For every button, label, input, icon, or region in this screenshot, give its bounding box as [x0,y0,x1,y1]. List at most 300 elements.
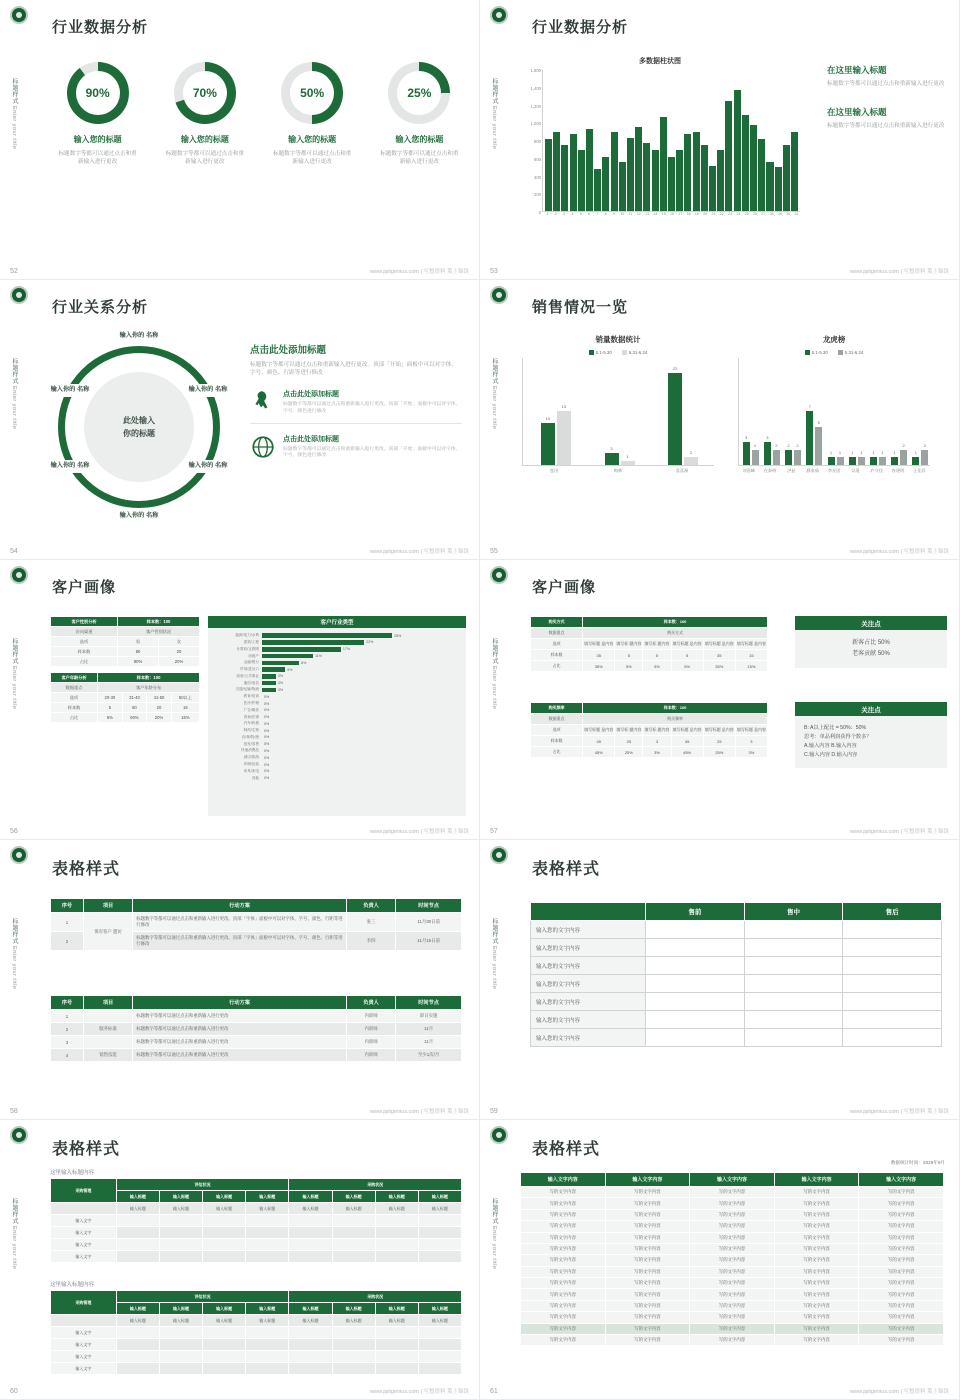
donut-cell [157,62,252,166]
cell [843,1011,942,1029]
cell: 35 [703,650,735,661]
cell [159,1339,202,1351]
bar-group [849,450,865,465]
donut-chart-25 [388,62,450,124]
slide-57[interactable] [480,560,960,840]
feature-heading: 点击此处添加标题 [283,435,339,443]
x-tick: 莲田 [549,468,559,473]
cell [83,1010,132,1023]
focus-box-2 [795,702,947,768]
cell: 输入文字 [51,1251,117,1263]
cell: 写的文字内容 [690,1255,775,1266]
cell: 输入标题 [246,1203,289,1215]
hbar-row [208,639,460,645]
hbar-value: 3% [277,674,284,679]
table-row [531,617,768,628]
cell: 输入标题 [116,1315,159,1327]
cell: 5 [615,650,643,661]
col-subheader: 输入标题 [418,1191,461,1203]
procurement-table-1[interactable] [50,1178,462,1263]
vertical-label: 标题样式 Enter your title [11,1198,17,1270]
cell: 5% [671,661,703,672]
center-line-1: 此处输入 [123,416,155,425]
hbar-label: 咨询/法律 [243,714,259,719]
bar-chart [520,56,800,236]
hbar-label: 教育/培训 [243,694,259,699]
slide-56[interactable] [0,560,480,840]
cell: 保有客户 邀访 [83,913,132,951]
logo-icon [10,286,28,304]
vertical-label: 标题样式 Enter your title [491,638,497,710]
cell: 写的文字内容 [859,1243,944,1254]
chart-plot [738,358,930,466]
cell: 输入您的文字内容 [531,1011,646,1029]
cell: 销售技能 [83,1049,132,1062]
logo-icon [10,6,28,24]
sales-chart-right [738,334,930,474]
cell [203,1239,246,1251]
cell: 写的文字内容 [690,1300,775,1311]
row-head-right: 购买方式 [583,628,768,639]
bar [849,450,856,465]
table-row [51,913,462,932]
page-number: 53 [490,268,498,275]
cell: 3% [735,747,767,758]
cell: 写的文字内容 [859,1334,944,1345]
cell: 输入标题 [203,1315,246,1327]
table-row [531,747,768,758]
bar [750,125,757,211]
table-row [531,725,768,736]
cell: 写的文字内容 [521,1266,606,1277]
page-title: 客户画像 [532,579,597,596]
table-row [521,1232,944,1243]
cell: 20% [147,713,172,723]
cell: 写的文字内容 [690,1243,775,1254]
bar [837,450,844,465]
bar [611,132,618,211]
bar-value: 1 [914,450,917,456]
sample-count: 样本数：100 [583,703,768,714]
col-header: 采购管理 [51,1291,117,1315]
cell: 填写标题 是内容 [735,725,767,736]
cell: 11月 [396,1036,462,1049]
table-row [521,1209,944,1220]
bar [815,419,822,465]
bar [262,654,313,659]
slide-53[interactable] [480,0,960,280]
relation-node[interactable]: 输入你的 名称 [115,510,163,523]
bar-value: 1 [838,450,842,456]
x-tick: 17 [678,212,683,216]
bar [262,688,276,693]
cell: 标题数字等都可以通过点击和重新输入进行更改 [133,1023,347,1036]
slide-55[interactable] [480,280,960,560]
donut-value: 70% [183,71,227,115]
cell [116,1227,159,1239]
page-title: 行业关系分析 [52,299,149,316]
hbar-row [208,728,460,734]
cell [116,1339,159,1351]
cell: 内训师 [346,1010,395,1023]
cell: 女 [159,637,200,647]
stage-table[interactable] [530,902,942,1047]
cell: 写的文字内容 [859,1312,944,1323]
col-header: 项目 [83,899,132,913]
cell: 5% [98,713,123,723]
hbar-label: 制药/生物 [243,728,259,733]
table-row [521,1221,944,1232]
page-title: 客户画像 [52,579,117,596]
cell: 写的文字内容 [690,1334,775,1345]
table-title: 客户性别分析 [51,617,118,627]
cell [246,1215,289,1227]
relation-node[interactable]: 输入你的 名称 [115,330,163,343]
cell: 写的文字内容 [774,1266,859,1277]
bar [693,132,700,211]
cell: 2 [51,932,84,951]
table-title: 购买方式 [531,617,583,628]
cell [246,1327,289,1339]
cell: 31-40 [122,693,147,703]
footer-note: www.pptgenius.com | 写想资料 策上锦饼 [370,1389,469,1395]
hbar-value: 28% [394,633,402,638]
table-row [531,1029,942,1047]
bar-value: 1 [860,450,863,456]
col-subheader: 输入标题 [159,1191,202,1203]
cell: 20 [147,703,172,713]
cell: 3 [643,736,671,747]
page-title: 行业数据分析 [52,19,149,36]
cell [375,1227,418,1239]
cell: 写的文字内容 [605,1198,690,1209]
cell: 填写标 题内容 [615,725,643,736]
legend-item: 5.1-5.30 [805,350,828,355]
cell: 15 [171,703,199,713]
relation-node[interactable]: 输入你的 名称 [46,460,94,473]
bar [578,150,585,211]
hbar-value: 17% [342,647,351,652]
bar [684,134,691,211]
cell: 标题数字等都可以通过点击和重新输入进行更改。顶部「字体」面板中可以对字体、字号、颜色、行距等进行修改 [133,932,347,951]
x-tick: 28 [769,212,774,216]
cell: 写的文字内容 [774,1278,859,1289]
cell: 11月30日前 [396,913,462,932]
focus-line: A.输入内容 B.输入内容 [804,743,857,749]
bar [921,442,928,465]
cell: 样本数 [531,650,583,661]
y-tick: 200 [534,192,541,198]
bar [557,403,571,465]
slide-58[interactable] [0,840,480,1120]
hbar-row [208,646,460,652]
x-tick: 14 [653,212,658,216]
cell [375,1339,418,1351]
cell [159,1327,202,1339]
cell [289,1227,332,1239]
age-table[interactable] [50,672,200,723]
x-tick: 12 [636,212,641,216]
cell [418,1215,461,1227]
cell: 11月 [396,1023,462,1036]
col-subheader: 输入标题 [289,1303,332,1315]
hbar-row [208,741,460,747]
gender-table[interactable] [50,616,200,667]
cell [289,1339,332,1351]
donut-desc: 标题数字等都可以通过点击和重新输入进行更改 [165,151,245,165]
cell: 11月15日前 [396,932,462,951]
legend-item: 5.31-6.24 [838,350,864,355]
row-head-left: 数据重点 [51,683,98,693]
action-table-1[interactable] [50,898,462,951]
slide-54[interactable] [0,280,480,560]
cell [246,1339,289,1351]
hbar-label: 贸易/进出口 [240,667,259,672]
cell: 填写标题 是内容 [735,639,767,650]
hbar-label: 批发/零售 [243,741,259,746]
donut-subtitle: 输入您的标题 [180,135,229,144]
slide-60[interactable] [0,1120,480,1400]
x-tick: 6 [588,212,591,216]
procurement-table[interactable] [50,1178,462,1263]
x-tick: 18 [686,212,691,216]
cell: 输入文字 [51,1363,117,1375]
y-tick: 1,200 [530,103,541,109]
col-subheader: 输入标题 [332,1303,375,1315]
cell: 输入您的文字内容 [531,957,646,975]
table-row [51,627,200,637]
cell: 写的文字内容 [859,1209,944,1220]
bar [621,453,635,465]
page-title: 行业数据分析 [532,19,629,36]
cell: 25 [703,736,735,747]
cell: 45 [583,736,615,747]
donut-subtitle: 输入您的标题 [73,135,122,144]
cell: 1 [51,1010,84,1023]
table-title: 客户年龄分析 [51,673,98,683]
relation-diagram [44,332,234,522]
cell: 输入您的文字内容 [531,975,646,993]
cell [246,1227,289,1239]
page-number: 58 [10,1108,18,1115]
cell [159,1351,202,1363]
cell: 输入标题 [375,1315,418,1327]
col-subheader: 输入标题 [246,1191,289,1203]
cell [646,993,745,1011]
cell [646,1011,745,1029]
table-row [531,714,768,725]
hbar-row [208,775,460,781]
slide-52[interactable] [0,0,480,280]
col-header: 序号 [51,899,84,913]
cell: 20-30 [98,693,123,703]
cell: 写的文字内容 [521,1232,606,1243]
cell: 写的文字内容 [605,1266,690,1277]
bar [717,150,724,211]
note-text: 标题数字等都可以通过点击和重新输入进行更改 [827,123,945,129]
purchase-method-table[interactable] [530,616,768,672]
relation-node[interactable]: 输入你的 名称 [184,460,232,473]
hbar-label: 医疗/护理 [243,701,259,705]
slide-61[interactable] [480,1120,960,1400]
hbar-row [208,721,460,727]
donut-value: 25% [397,71,441,115]
cell [203,1339,246,1351]
hbar-label: 能源/电力/水利 [235,633,259,638]
cell: 占比 [531,747,583,758]
bar [684,449,698,465]
bar-value: 5 [817,419,820,425]
cell [375,1351,418,1363]
chart-title: 龙虎榜 [822,335,846,344]
focus-body [795,630,947,668]
table-row [521,1255,944,1266]
col-header: 行动方案 [133,899,347,913]
relation-node[interactable]: 输入你的 名称 [184,384,232,397]
purchase-frequency-table[interactable] [530,702,768,758]
cell: 25% [703,747,735,758]
hbar-value: 0% [264,748,270,753]
cell [203,1227,246,1239]
relation-node[interactable]: 输入你的 名称 [46,384,94,397]
hbar-label: 汽车/机械 [243,721,259,726]
x-tick: 24 [736,212,741,216]
cell [744,1029,843,1047]
donut-value: 50% [290,71,334,115]
chart-legend [522,350,714,355]
note-text: 标题数字等都可以通过点击和重新输入进行更改 [827,81,945,87]
focus-title: 关注点 [795,702,947,716]
x-tick: 25 [744,212,749,216]
feature-item [250,434,462,467]
cell: 输入标题 [159,1203,202,1215]
chart-x-labels [738,468,930,474]
cell [332,1227,375,1239]
cell [159,1215,202,1227]
page-number: 54 [10,548,18,555]
cell [418,1227,461,1239]
col-subheader: 输入标题 [289,1191,332,1203]
cell [289,1239,332,1251]
cell: 输入标题 [159,1315,202,1327]
slide-59[interactable] [480,840,960,1120]
cell: 5 [98,703,123,713]
cell: 15 [735,650,767,661]
cell: 内训师 [346,1023,395,1036]
table-row [51,683,200,693]
footer-note: www.pptgenius.com | 写想资料 策上锦饼 [850,269,949,275]
x-tick: 21 [711,212,716,216]
procurement-table[interactable] [50,1290,462,1375]
cell: 输入文字 [51,1215,117,1227]
table-row [51,1251,462,1263]
table-row [51,1363,462,1375]
cell: 输入标题 [375,1203,418,1215]
bar [912,450,919,465]
procurement-table-2[interactable] [50,1290,462,1375]
cell [289,1215,332,1227]
cell: 输入文字 [51,1351,117,1363]
page-title: 销售情况一览 [532,299,629,316]
cell [203,1327,246,1339]
x-tick: 5 [579,212,582,216]
cell: 41-50 [147,693,172,703]
cell: 60% [122,713,147,723]
logo-icon [490,6,508,24]
cell: 写的文字内容 [774,1243,859,1254]
table-row [521,1323,944,1334]
donut-subtitle: 输入您的标题 [288,135,337,144]
cell: 张三 [346,913,395,932]
cell [51,1315,117,1327]
cell [203,1215,246,1227]
cell: 占比 [51,657,118,667]
text-content-table[interactable] [520,1172,944,1346]
cell: 填写标 题内容 [615,639,643,650]
table-row [51,703,200,713]
bar [570,134,577,211]
cell: 即日实施 [396,1010,462,1023]
action-table-2[interactable] [50,995,462,1062]
industry-bar-chart [208,616,466,816]
hbar-row [208,700,460,706]
cell: 写的文字内容 [859,1323,944,1334]
chart-title: 客户行业类型 [208,616,466,628]
cell: 写的文字内容 [774,1232,859,1243]
bar [594,169,601,211]
hbar-row [208,714,460,720]
hbar-value: 5% [287,667,293,672]
col-header-group: 采购状况 [289,1291,462,1303]
center-label [84,372,194,482]
cell: 45 [671,736,703,747]
table-row [521,1266,944,1277]
hbar-row [208,768,460,774]
x-tick: 李亚团 [827,468,841,473]
cell: 输入您的文字内容 [531,939,646,957]
cell: 1 [51,913,84,932]
cell: 输入您的文字内容 [531,1029,646,1047]
cell: 填写标题 是内容 [671,639,703,650]
cell: 填写标 题内容 [643,639,671,650]
y-tick: 1,000 [530,121,541,127]
bar-value: 1 [872,450,875,456]
table-row [531,939,942,957]
table-row [531,957,942,975]
cell: 写的文字内容 [859,1266,944,1277]
col-subheader: 输入标题 [116,1191,159,1203]
cell: 写的文字内容 [521,1289,606,1300]
cell: 写的文字内容 [521,1198,606,1209]
cell: 写的文字内容 [774,1312,859,1323]
cell: 80 [118,647,159,657]
hbar-row [208,680,460,686]
hbar-label: 其他 [251,775,259,780]
cell: 写的文字内容 [774,1209,859,1220]
cell [375,1251,418,1263]
cell: 输入标题 [246,1315,289,1327]
cell: 15% [171,713,199,723]
vertical-label: 标题样式 Enter your title [491,1198,497,1270]
bar [742,115,749,211]
cell: 写的文字内容 [605,1187,690,1198]
table-row [51,1010,462,1023]
cell: 输入您的文字内容 [531,993,646,1011]
cell: 写的文字内容 [859,1232,944,1243]
cell: 写的文字内容 [690,1198,775,1209]
table-row [51,647,200,657]
sample-count: 样本数：100 [583,617,768,628]
